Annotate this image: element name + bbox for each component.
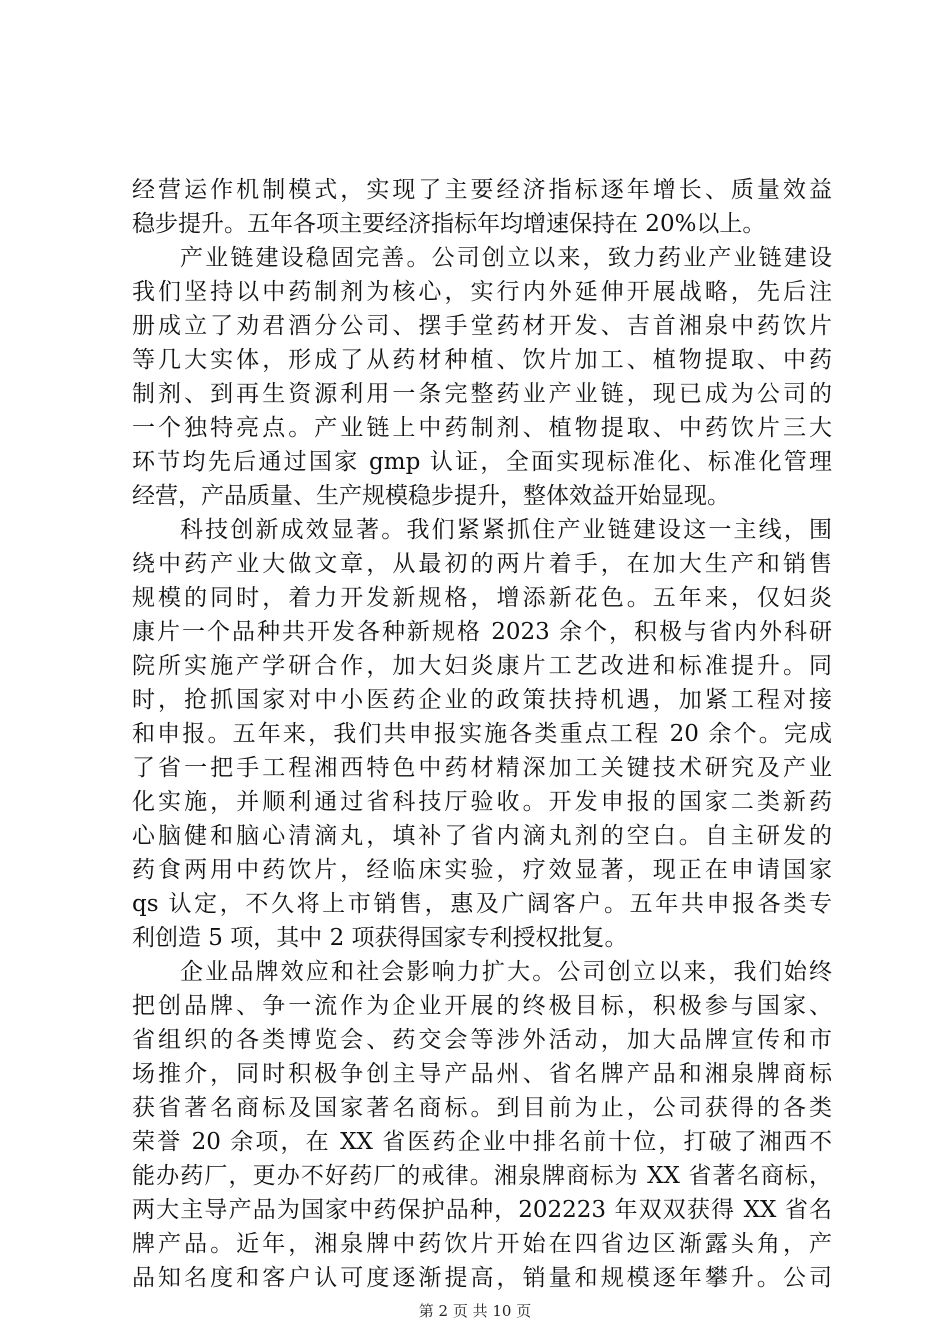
text-line: 药食两用中药饮片，经临床实验，疗效显著，现正在申请国家: [132, 857, 832, 883]
page-footer: 第 2 页 共 10 页: [418, 1302, 532, 1320]
text-line: 稳步提升。五年各项主要经济指标年均增速保持在 20%以上。: [132, 211, 766, 237]
text-line: 制剂、到再生资源利用一条完整药业产业链，现已成为公司的: [132, 381, 832, 407]
text-line: 我们坚持以中药制剂为核心，实行内外延伸开展战略，先后注: [132, 279, 832, 305]
text-line: 册成立了劝君酒分公司、摆手堂药材开发、吉首湘泉中药饮片: [132, 313, 832, 339]
text-line: 利创造 5 项，其中 2 项获得国家专利授权批复。: [132, 925, 628, 951]
text-line: 和申报。五年来，我们共申报实施各类重点工程 20 余个。完成: [132, 721, 832, 747]
text-line: 康片一个品种共开发各种新规格 2023 余个，积极与省内外科研: [132, 619, 832, 645]
text-line: 规模的同时，着力开发新规格，增添新花色。五年来，仅妇炎: [132, 585, 832, 611]
text-line: 时，抢抓国家对中小医药企业的政策扶持机遇，加紧工程对接: [132, 687, 832, 713]
text-line: 一个独特亮点。产业链上中药制剂、植物提取、中药饮片三大: [132, 415, 832, 441]
text-line: 心脑健和脑心清滴丸，填补了省内滴丸剂的空白。自主研发的: [132, 823, 832, 849]
text-line: 品知名度和客户认可度逐渐提高，销量和规模逐年攀升。公司: [132, 1265, 832, 1291]
paragraph-start-line: 产业链建设稳固完善。公司创立以来，致力药业产业链建设: [180, 245, 832, 271]
text-line: 经营，产品质量、生产规模稳步提升，整体效益开始显现。: [132, 483, 730, 509]
text-line: 化实施，并顺利通过省科技厅验收。开发申报的国家二类新药: [132, 789, 832, 815]
text-line: 牌产品。近年，湘泉牌中药饮片开始在四省边区渐露头角，产: [132, 1231, 832, 1257]
text-line: 把创品牌、争一流作为企业开展的终极目标，积极参与国家、: [132, 993, 832, 1019]
paragraph-start-line: 企业品牌效应和社会影响力扩大。公司创立以来，我们始终: [180, 959, 832, 985]
text-line: 了省一把手工程湘西特色中药材精深加工关键技术研究及产业: [132, 755, 832, 781]
text-line: 获省著名商标及国家著名商标。到目前为止，公司获得的各类: [132, 1095, 832, 1121]
paragraph-start-line: 科技创新成效显著。我们紧紧抓住产业链建设这一主线，围: [180, 517, 832, 543]
text-line: 省组织的各类博览会、药交会等涉外活动，加大品牌宣传和市: [132, 1027, 832, 1053]
text-line: qs 认定，不久将上市销售，惠及广阔客户。五年共申报各类专: [132, 891, 832, 917]
text-line: 荣誉 20 余项，在 XX 省医药企业中排名前十位，打破了湘西不: [132, 1129, 832, 1155]
text-line: 场推介，同时积极争创主导产品州、省名牌产品和湘泉牌商标: [132, 1061, 832, 1087]
text-line: 能办药厂，更办不好药厂的戒律。湘泉牌商标为 XX 省著名商标，: [132, 1163, 832, 1189]
text-line: 经营运作机制模式，实现了主要经济指标逐年增长、质量效益: [132, 177, 832, 203]
text-line: 院所实施产学研合作，加大妇炎康片工艺改进和标准提升。同: [132, 653, 832, 679]
text-line: 两大主导产品为国家中药保护品种，202223 年双双获得 XX 省名: [132, 1197, 832, 1223]
text-line: 绕中药产业大做文章，从最初的两片着手，在加大生产和销售: [132, 551, 832, 577]
text-line: 等几大实体，形成了从药材种植、饮片加工、植物提取、中药: [132, 347, 832, 373]
text-line: 环节均先后通过国家 gmp 认证，全面实现标准化、标准化管理: [132, 449, 832, 475]
